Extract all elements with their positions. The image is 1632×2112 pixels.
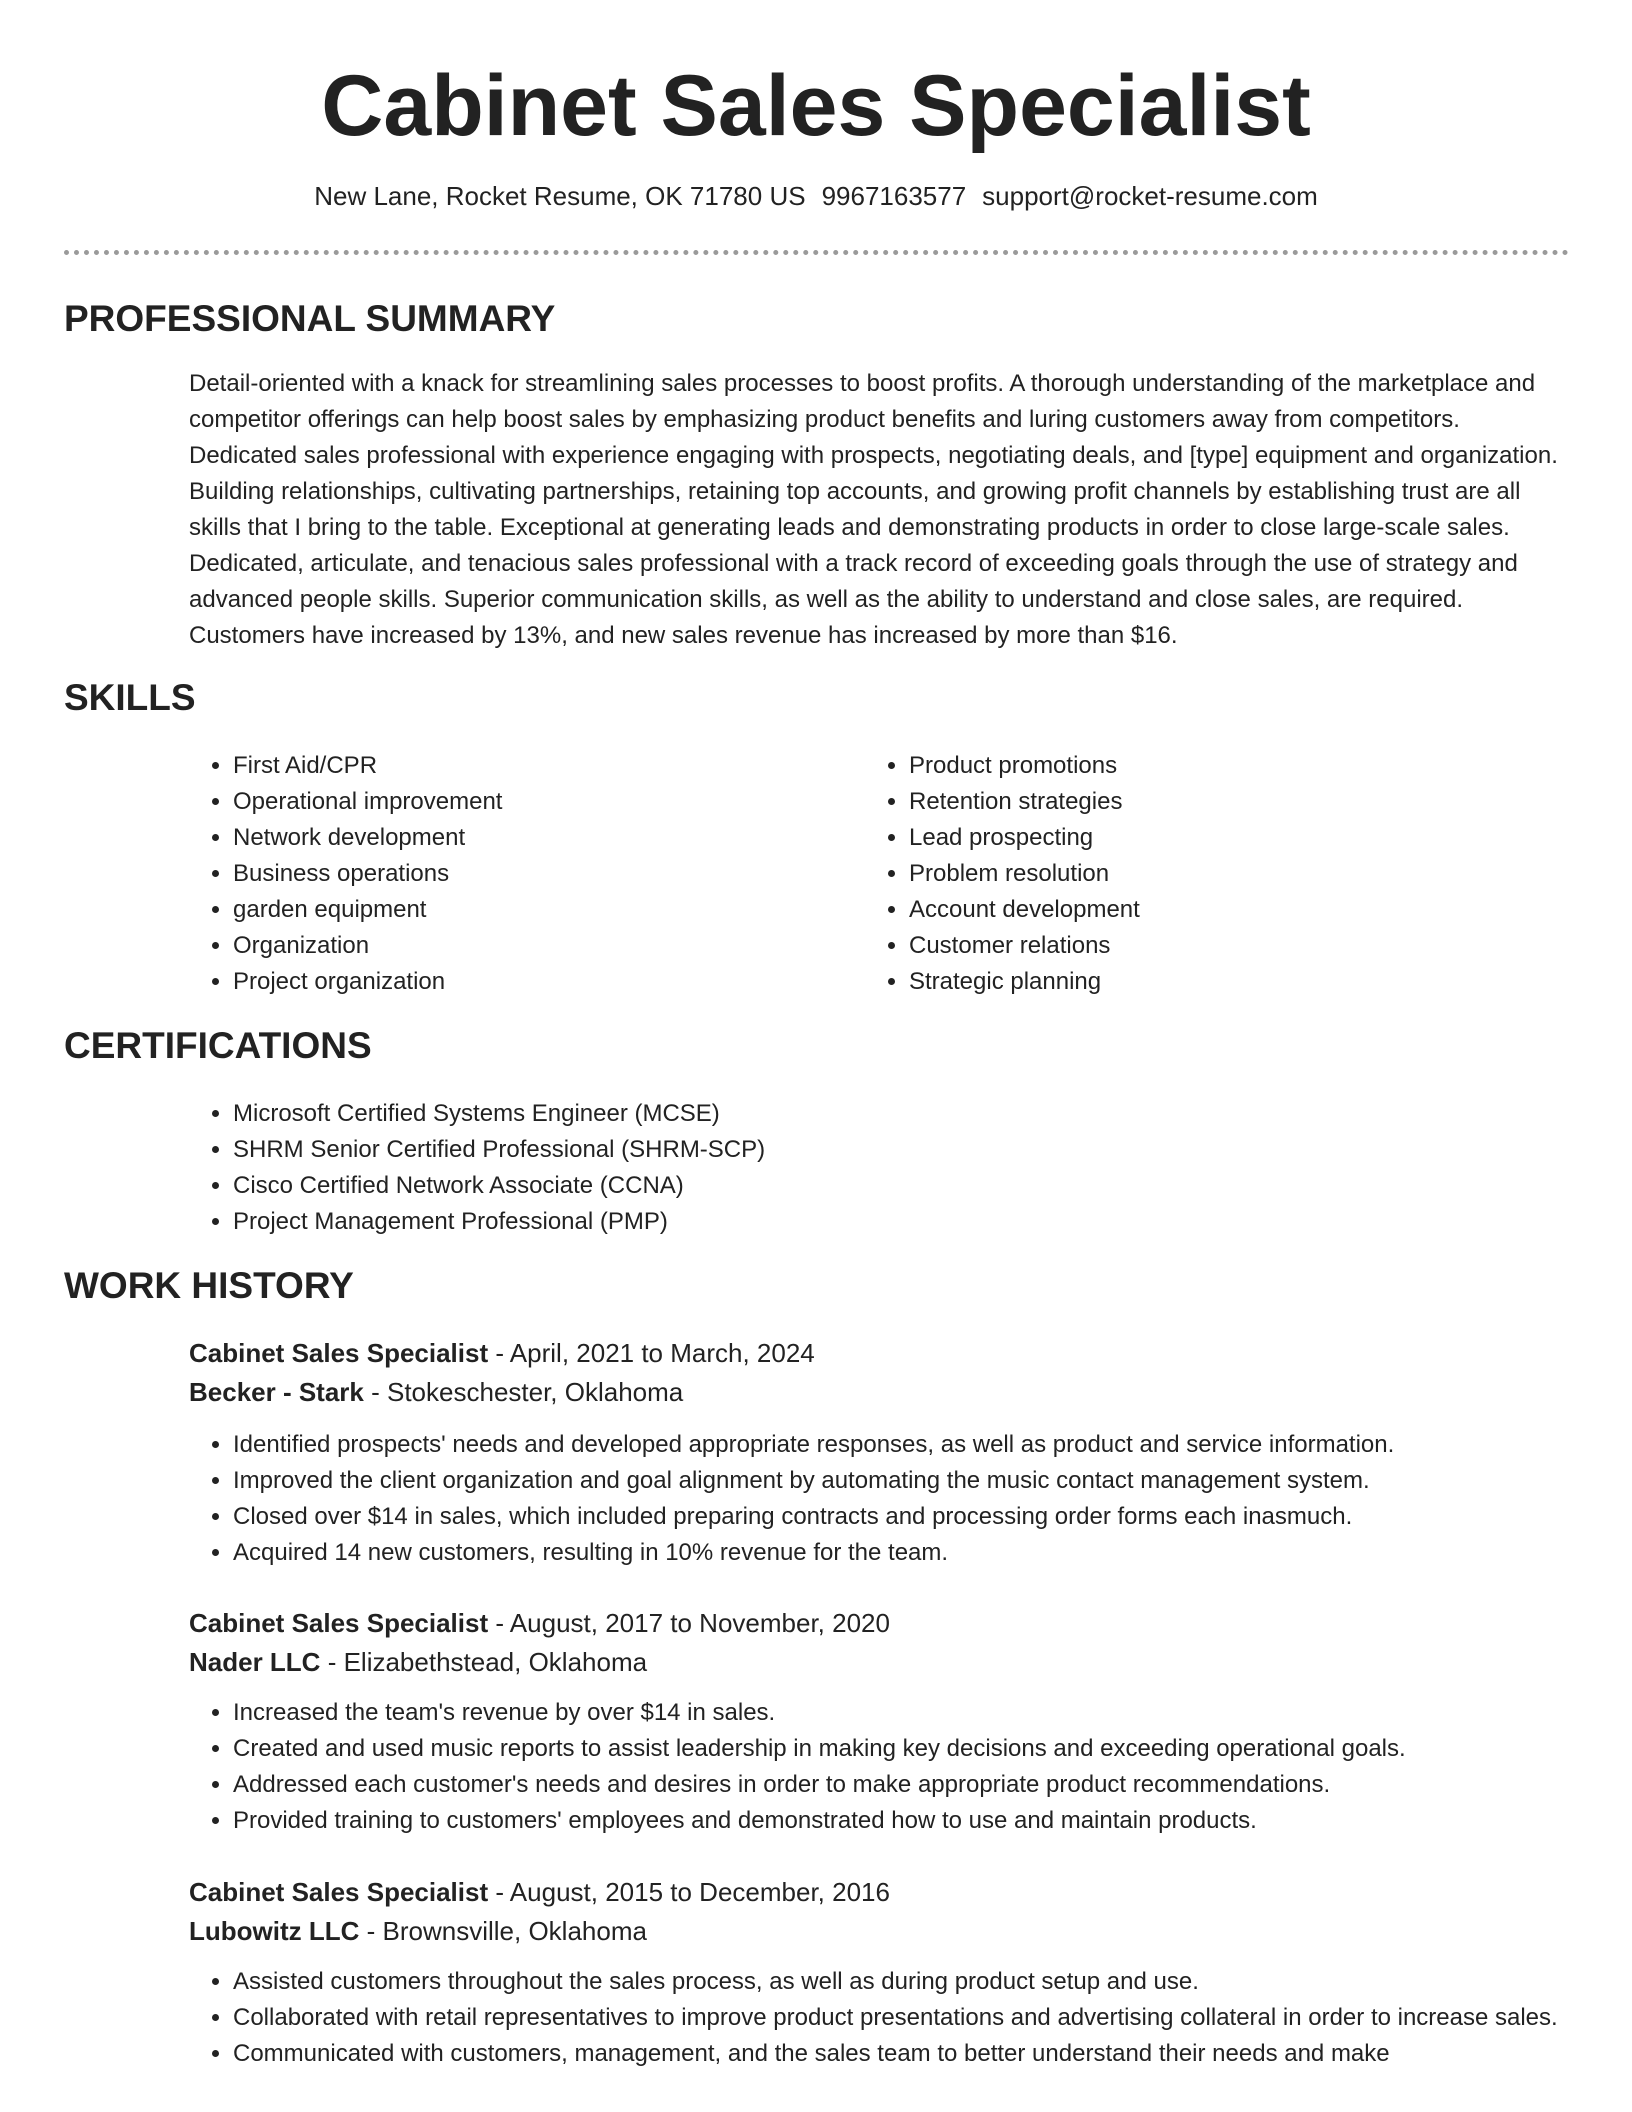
job-entry <box>189 1604 1579 1839</box>
job-bullet: • Collaborated with retail representatives to improve product presentations and advertising collateral in order to increase sales. <box>233 2000 1579 2036</box>
job-location: - Stokeschester, Oklahoma <box>363 1377 684 1407</box>
skill-item: • Organization <box>233 928 829 964</box>
job-bullet: • Created and used music reports to assist leadership in making key decisions and exceeding operational goals. <box>233 1731 1579 1767</box>
section-title-summary: PROFESSIONAL SUMMARY <box>64 298 556 339</box>
certification-item: • Microsoft Certified Systems Engineer (MCSE) <box>233 1096 1569 1132</box>
job-bullet: • Addressed each customer's needs and desires in order to make appropriate product recommendations. <box>233 1767 1579 1803</box>
skills-column-right <box>865 748 1565 1000</box>
section-title-skills: SKILLS <box>64 677 196 718</box>
job-title-line <box>189 1604 1579 1643</box>
skill-item: • Lead prospecting <box>909 820 1565 856</box>
job-company: Becker - Stark <box>189 1377 364 1407</box>
certifications-list <box>189 1096 1569 1240</box>
job-location: - Brownsville, Oklahoma <box>359 1916 647 1946</box>
section-title-work-history: WORK HISTORY <box>64 1265 354 1306</box>
job-bullet: • Acquired 14 new customers, resulting in 10% revenue for the team. <box>233 1535 1579 1571</box>
job-title-line <box>189 1873 1579 1912</box>
candidate-name: Cabinet Sales Specialist <box>321 58 1311 154</box>
certification-item: • SHRM Senior Certified Professional (SHRM-SCP) <box>233 1132 1569 1168</box>
contact-email: support@rocket-resume.com <box>982 181 1318 211</box>
skill-item: • Business operations <box>233 856 829 892</box>
job-title: Cabinet Sales Specialist <box>189 1877 489 1907</box>
job-title-line <box>189 1334 1579 1373</box>
job-dates: - August, 2017 to November, 2020 <box>488 1608 890 1638</box>
job-dates: - August, 2015 to December, 2016 <box>488 1877 890 1907</box>
contact-line <box>0 178 1632 214</box>
job-title: Cabinet Sales Specialist <box>189 1608 489 1638</box>
skill-item: • Problem resolution <box>909 856 1565 892</box>
job-company: Lubowitz LLC <box>189 1916 360 1946</box>
skill-item: • Network development <box>233 820 829 856</box>
job-company: Nader LLC <box>189 1647 321 1677</box>
job-bullet: • Assisted customers throughout the sales process, as well as during product setup and use. <box>233 1964 1579 2000</box>
skill-item: • Operational improvement <box>233 784 829 820</box>
job-bullet: • Communicated with customers, management, and the sales team to better understand their needs and make <box>233 2036 1579 2072</box>
certification-item: • Project Management Professional (PMP) <box>233 1204 1569 1240</box>
job-bullet: • Closed over $14 in sales, which included preparing contracts and processing order forms each inasmuch. <box>233 1499 1579 1535</box>
skill-item: • Retention strategies <box>909 784 1565 820</box>
job-company-line <box>189 1643 1579 1682</box>
job-entry <box>189 1873 1579 2072</box>
skill-item: • First Aid/CPR <box>233 748 829 784</box>
job-company-line <box>189 1912 1579 1951</box>
skill-item: • Project organization <box>233 964 829 1000</box>
skill-item: • Customer relations <box>909 928 1565 964</box>
contact-phone: 9967163577 <box>821 181 967 211</box>
contact-address: New Lane, Rocket Resume, OK 71780 US <box>314 181 806 211</box>
header-divider <box>64 250 1569 255</box>
certification-item: • Cisco Certified Network Associate (CCNA) <box>233 1168 1569 1204</box>
skill-item: • Account development <box>909 892 1565 928</box>
job-bullet: • Increased the team's revenue by over $14 in sales. <box>233 1695 1579 1731</box>
skill-item: • Product promotions <box>909 748 1565 784</box>
job-title: Cabinet Sales Specialist <box>189 1338 489 1368</box>
summary-text: Detail-oriented with a knack for streamlining sales processes to boost profits. A thorough understanding of the marketplace and competitor offerings can help boost sales by emphasizing product benefits and luring customers away from competitors. Dedicated sales professional with experience engaging with prospects, negotiating deals, and [type] equipment and organization. Building relationships, cultivating partnerships, retaining top accounts, and growing profit channels by establishing trust are all skills that I bring to the table. Exceptional at generating leads and demonstrating products in order to close large-scale sales. Dedicated, articulate, and tenacious sales professional with a track record of exceeding goals through the use of strategy and advanced people skills. Superior communication skills, as well as the ability to understand and close sales, are required. Customers have increased by 13%, and new sales revenue has increased by more than $16. <box>189 370 1558 649</box>
job-bullet: • Identified prospects' needs and developed appropriate responses, as well as product and service information. <box>233 1427 1579 1463</box>
skills-column-left <box>189 748 829 1000</box>
job-entry <box>189 1334 1579 1571</box>
job-bullet: • Improved the client organization and goal alignment by automating the music contact management system. <box>233 1463 1579 1499</box>
job-bullet: • Provided training to customers' employees and demonstrated how to use and maintain products. <box>233 1803 1579 1839</box>
job-dates: - April, 2021 to March, 2024 <box>488 1338 815 1368</box>
skill-item: • Strategic planning <box>909 964 1565 1000</box>
job-company-line <box>189 1373 1579 1412</box>
skill-item: • garden equipment <box>233 892 829 928</box>
section-title-certifications: CERTIFICATIONS <box>64 1025 372 1066</box>
job-location: - Elizabethstead, Oklahoma <box>320 1647 648 1677</box>
